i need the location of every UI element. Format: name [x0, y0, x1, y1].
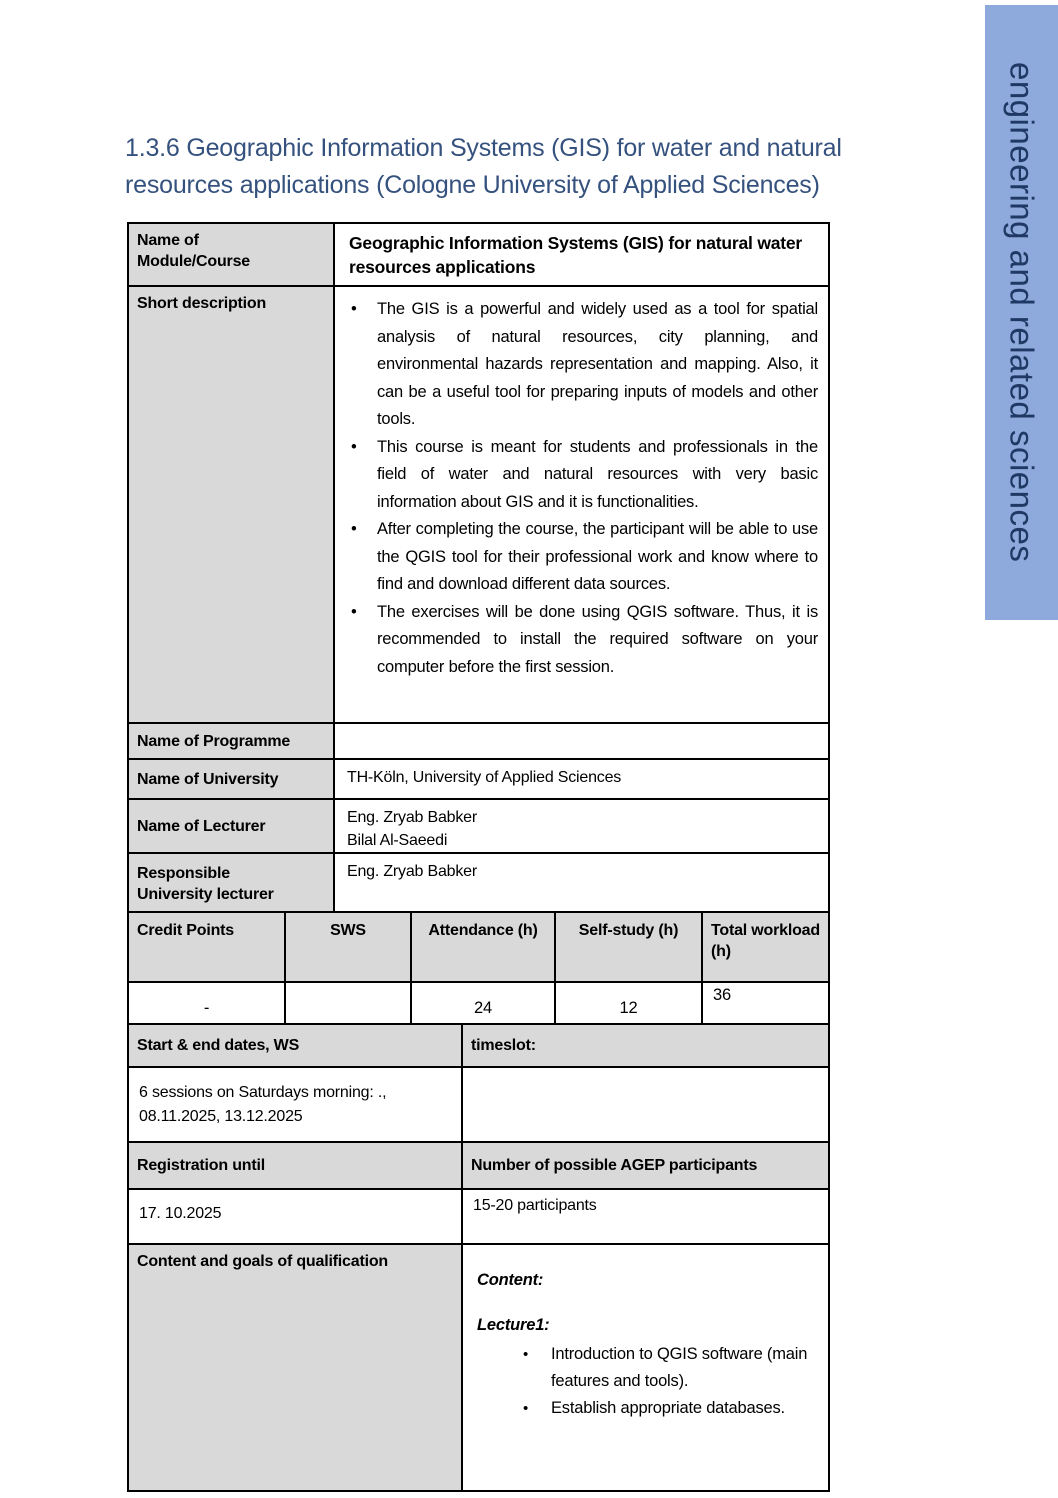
attendance-header: Attendance (h)	[412, 913, 556, 981]
responsible-value: Eng. Zryab Babker	[347, 863, 477, 880]
short-description-bullet: • The exercises will be done using QGIS software. Thus, it is recommended to install the required software on your computer before the first session.	[347, 599, 818, 682]
content-goals-label: Content and goals of qualification	[129, 1245, 463, 1490]
module-name-value: Geographic Information Systems (GIS) for natural water resources applications	[349, 233, 803, 277]
responsible-label-line2: University lecturer	[137, 886, 274, 903]
module-name-label-line1: Name of	[137, 232, 199, 249]
self-study-header: Self-study (h)	[556, 913, 703, 981]
row-credits-header	[129, 913, 828, 983]
module-name-label-line2: Module/Course	[137, 253, 250, 270]
course-table	[127, 222, 830, 1492]
programme-label: Name of Programme	[129, 724, 335, 758]
university-label: Name of University	[129, 760, 335, 798]
lecturer-name-1: Eng. Zryab Babker	[347, 809, 477, 826]
content-goals-value	[463, 1245, 828, 1490]
short-description-value	[335, 287, 828, 722]
row-responsible-lecturer	[129, 854, 828, 913]
content-heading: Content:	[477, 1271, 544, 1289]
registration-label: Registration until	[129, 1143, 463, 1188]
dates-value: 6 sessions on Saturdays morning: ., 08.11.2025, 13.12.2025	[129, 1068, 463, 1141]
university-value: TH-Köln, University of Applied Sciences	[347, 769, 622, 786]
sws-value	[286, 983, 412, 1023]
module-name-label	[129, 224, 335, 285]
lecture1-bullet-list	[477, 1337, 818, 1422]
row-schedule-header	[129, 1025, 828, 1068]
programme-value	[335, 724, 828, 758]
short-description-bullet-list	[335, 287, 828, 681]
row-schedule-values	[129, 1068, 828, 1143]
responsible-label	[129, 854, 335, 911]
participants-label: Number of possible AGEP participants	[463, 1143, 828, 1188]
row-registration-header	[129, 1143, 828, 1190]
row-module-name	[129, 224, 828, 287]
sidebar-vertical-label: engineering and related sciences	[1003, 62, 1041, 563]
timeslot-label: timeslot:	[463, 1025, 828, 1066]
short-description-bullet: • The GIS is a powerful and widely used as a tool for spatial analysis of natural resources, city planning, and environmental hazards representation and mapping. Also, it can be a useful tool for preparing inputs of models and other tools.	[347, 296, 818, 434]
row-programme	[129, 724, 828, 760]
lecture1-bullet: • Establish appropriate databases.	[521, 1395, 812, 1422]
row-lecturer	[129, 800, 828, 854]
credit-points-value: -	[129, 983, 286, 1023]
lecture1-bullet: • Introduction to QGIS software (main features and tools).	[521, 1341, 812, 1395]
dates-label: Start & end dates, WS	[129, 1025, 463, 1066]
self-study-value: 12	[556, 983, 703, 1023]
row-credits-values	[129, 983, 828, 1025]
row-content-goals	[129, 1245, 828, 1490]
lecturer-name-2: Bilal Al-Saeedi	[347, 832, 448, 849]
row-university	[129, 760, 828, 800]
row-short-description	[129, 287, 828, 724]
attendance-value: 24	[412, 983, 556, 1023]
responsible-label-line1: Responsible	[137, 865, 230, 882]
lecturer-label: Name of Lecturer	[129, 800, 335, 852]
short-description-bullet: • After completing the course, the participant will be able to use the QGIS tool for their professional work and know where to find and download different data sources.	[347, 516, 818, 599]
total-workload-header: Total workload (h)	[703, 913, 828, 981]
section-heading: 1.3.6 Geographic Information Systems (GIS) for water and natural resources applications (Cologne University of Applied Sciences)	[125, 134, 842, 199]
total-workload-value: 36	[713, 986, 731, 1004]
registration-value: 17. 10.2025	[129, 1190, 463, 1243]
short-description-bullet: • This course is meant for students and professionals in the field of water and natural resources with very basic information about GIS and it is functionalities.	[347, 434, 818, 517]
timeslot-value	[463, 1068, 828, 1141]
short-description-label: Short description	[129, 287, 335, 722]
row-registration-values	[129, 1190, 828, 1245]
sws-header: SWS	[286, 913, 412, 981]
lecture1-heading: Lecture1:	[477, 1316, 550, 1334]
sidebar-band	[985, 5, 1058, 620]
participants-value: 15-20 participants	[473, 1197, 597, 1214]
lecturer-value	[335, 800, 828, 852]
credit-points-header: Credit Points	[129, 913, 286, 981]
